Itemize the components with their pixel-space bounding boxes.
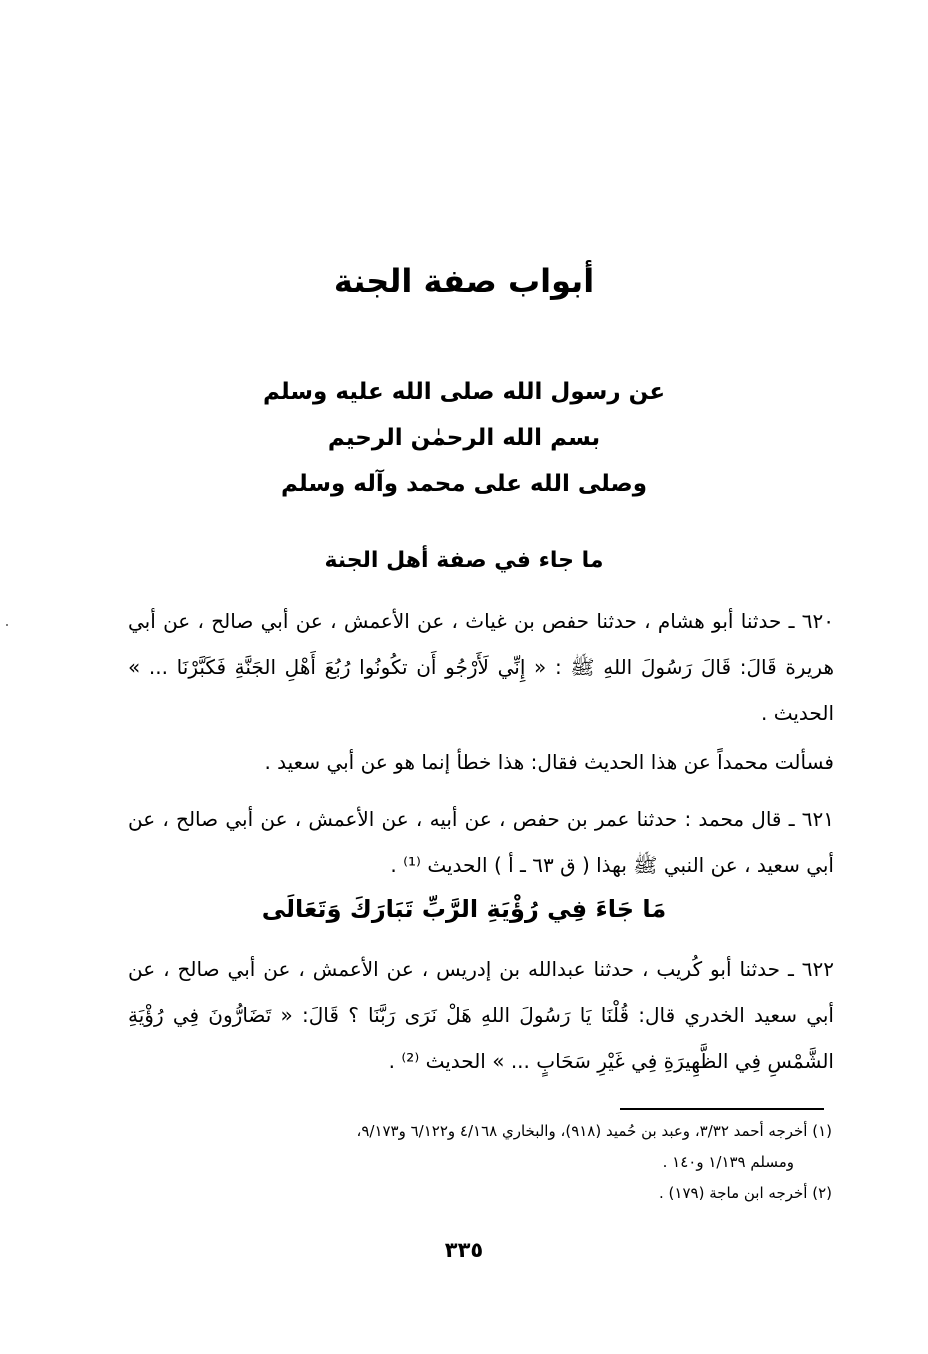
author-question: فسألت محمداً عن هذا الحديث فقال: هذا خطأ إنما هو عن أبي سعيد . — [264, 750, 834, 774]
footnote-1-continuation: ومسلم ١/١٣٩ و١٤٠ . — [662, 1153, 794, 1171]
page-title: أبواب صفة الجنة — [333, 262, 595, 300]
footnote-1: (١) أخرجه أحمد ٣/٣٢، وعبد بن حُميد (٩١٨)، والبخاري ٤/١٦٨ و٦/١٢٢ و٩/١٧٣، — [356, 1122, 832, 1140]
footnote-2: (٢) أخرجه ابن ماجة (١٧٩) . — [659, 1184, 832, 1202]
hadith-621: ٦٢١ ـ قال محمد : حدثنا عمر بن حفص ، عن أبيه ، عن الأعمش ، عن أبي صالح ، عن أبي سعيد ، عن النبي ﷺ بهذا ( ق ٦٣ ـ أ ) الحديث ⁽¹⁾ . — [128, 807, 834, 877]
hadith-620: ٦٢٠ ـ حدثنا أبو هشام ، حدثنا حفص بن غياث ، عن الأعمش ، عن أبي صالح ، عن أبي هريرة قَالَ: قَالَ رَسُولَ اللهِ ﷺ : « إِنِّي لَأَرْجُو أَن تكُونُوا رُبُعَ أَهْلِ الجَنَّةِ فَكَبَّرْنَا ... » الحديث . — [128, 609, 834, 725]
basmala-line: بسم الله الرحمٰن الرحيم — [327, 425, 601, 451]
footnote-divider — [620, 1108, 824, 1110]
intro-line-1: عن رسول الله صلى الله عليه وسلم — [262, 379, 666, 405]
intro-line-3: وصلى الله على محمد وآله وسلم — [280, 471, 648, 497]
hadith-622: ٦٢٢ ـ حدثنا أبو كُريب ، حدثنا عبدالله بن إدريس ، عن الأعمش ، عن أبي صالح ، عن أبي سعيد الخدري قال: قُلْنَا يَا رَسُولَ اللهِ هَلْ نَرَى رَبَّنَا ؟ قَالَ: « تَضَارُّونَ فِي رُؤْيَةِ الشَّمْسِ فِي الظَّهِيرَةِ فِي غَيْرِ سَحَابٍ ... » الحديث ⁽²⁾ . — [128, 957, 834, 1073]
footnotes — [122, 1116, 832, 1209]
section-title-seeing-the-lord: مَا جَاءَ فِي رُؤْيَةِ الرَّبِّ تَبَارَكَ وَتَعَالَى — [261, 895, 667, 923]
section-title-people-of-paradise: ما جاء في صفة أهل الجنة — [324, 548, 604, 573]
page-number: ٣٣٥ — [444, 1238, 484, 1262]
margin-speck — [6, 624, 8, 626]
